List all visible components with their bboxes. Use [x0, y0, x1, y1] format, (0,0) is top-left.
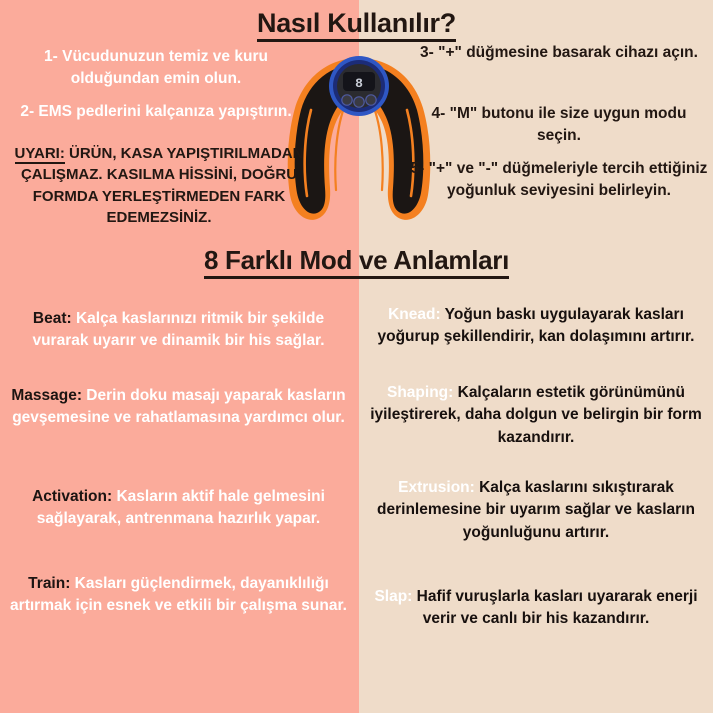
section-title-modes-text: 8 Farklı Mod ve Anlamları [204, 245, 509, 279]
howto-step-1: 1- Vücudunuzun temiz ve kuru olduğundan emin olun. [44, 48, 268, 87]
minus-button-icon[interactable] [342, 95, 352, 105]
mode-item-knead [362, 304, 710, 349]
mode-item-slap [362, 586, 710, 631]
mode-item-beat [6, 308, 351, 353]
mode-item-activation [6, 486, 351, 531]
mode-label-train: Train: [28, 575, 71, 592]
plus-button-icon[interactable] [366, 95, 376, 105]
page-title-text: Nasıl Kullanılır? [257, 8, 456, 42]
mode-description-slap: Hafif vuruşlarla kasları uyararak enerji verir ve canlı bir his kazandırır. [412, 588, 698, 628]
mode-label-activation: Activation: [32, 488, 113, 505]
mode-description-activation: Kasların aktif hale gelmesini sağlayarak, antrenmana hazırlık yapar. [36, 488, 325, 528]
mode-label-knead: Knead: [388, 306, 441, 323]
mode-button-icon[interactable] [354, 97, 364, 107]
mode-label-shaping: Shaping: [387, 384, 454, 401]
mode-item-massage [6, 385, 351, 430]
mode-description-knead: Yoğun baskı uygulayarak kasları yoğurup şekillendirir, kan dolaşımını artırır. [377, 306, 695, 346]
control-unit-display-value: 8 [355, 76, 363, 91]
mode-label-massage: Massage: [11, 387, 82, 404]
mode-description-beat: Kalça kaslarınızı ritmik bir şekilde vurarak uyarır ve dinamik bir his sağlar. [32, 310, 325, 350]
mode-label-beat: Beat: [32, 310, 72, 327]
mode-description-massage: Derin doku masajı yaparak kasların gevşemesine ve rahatlamasına yardımcı olur. [12, 387, 346, 427]
page-title-how-to-use [0, 8, 713, 39]
warning-note [0, 143, 318, 228]
howto-step-3: 3- "+" düğmesine basarak cihazı açın. [420, 44, 698, 61]
section-title-modes [0, 245, 713, 276]
warning-label: UYARI: [14, 145, 65, 162]
mode-item-shaping [362, 382, 710, 449]
mode-description-extrusion: Kalça kaslarını sıkıştırarak derinlemesine bir uyarım sağlar ve kasların yoğunluğunu artırır. [377, 479, 695, 541]
mode-item-extrusion [362, 477, 710, 544]
mode-description-shaping: Kalçaların estetik görünümünü iyileştirerek, daha dolgun ve belirgin bir form kazandırır. [370, 384, 702, 446]
howto-step-2: 2- EMS pedlerini kalçanıza yapıştırın. [20, 103, 292, 120]
howto-step-4: 4- "M" butonu ile size uygun modu seçin. [431, 105, 687, 144]
mode-label-extrusion: Extrusion: [398, 479, 475, 496]
mode-label-slap: Slap: [374, 588, 413, 605]
mode-item-train [6, 573, 351, 618]
mode-description-train: Kasları güçlendirmek, dayanıklılığı artırmak için esnek ve etkili bir çalışma sunar. [10, 575, 347, 615]
howto-step-5: 5- "+" ve "-" düğmeleriyle tercih ettiğiniz yoğunluk seviyesini belirleyin. [410, 160, 708, 199]
warning-text: ÜRÜN, KASA YAPIŞTIRILMADAN ÇALIŞMAZ. KASILMA HİSSİNİ, DOĞRU FORMDA YERLEŞTİRMEDEN FARK EDEMEZSİNİZ. [20, 145, 304, 226]
